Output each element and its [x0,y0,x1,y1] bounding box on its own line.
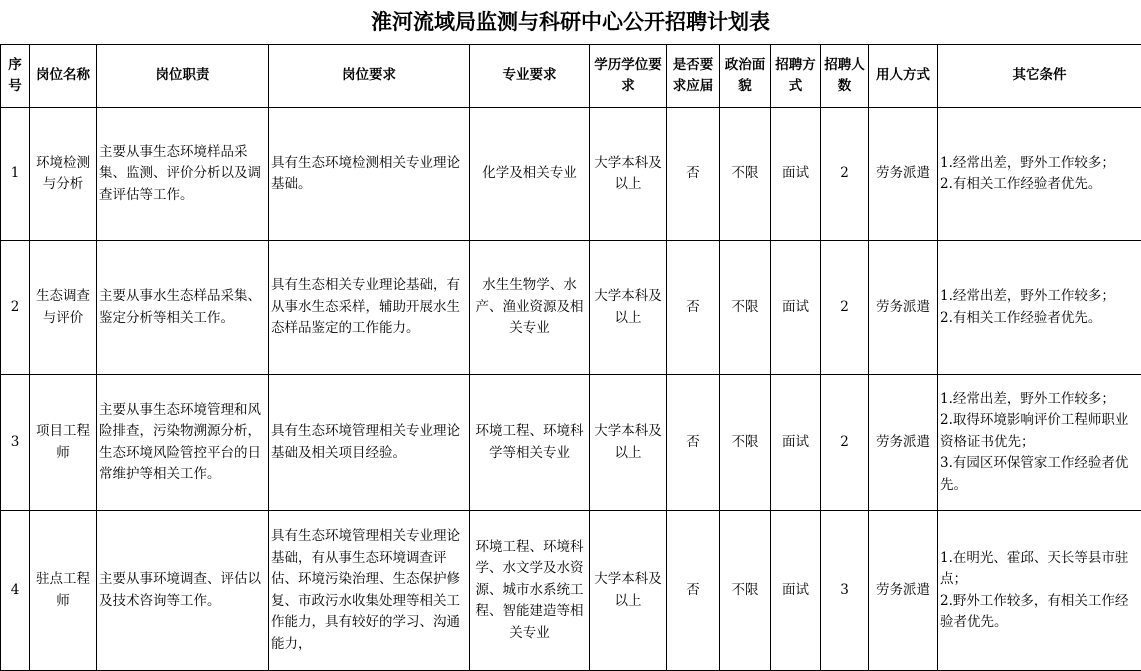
cell-employment-type: 劳务派遣 [869,375,938,511]
condition-item: 2.有相关工作经验者优先。 [940,308,1139,330]
cell-other-conditions [938,375,1141,511]
header-requirement: 岗位要求 [269,45,470,108]
header-education: 学历学位要求 [590,45,667,108]
cell-political-status: 不限 [720,108,771,241]
cell-position-name: 环境检测与分析 [30,108,97,241]
header-employment-type: 用人方式 [869,45,938,108]
cell-employment-type: 劳务派遣 [869,108,938,241]
cell-fresh-graduate: 否 [667,375,720,511]
condition-item: 1.经常出差，野外工作较多； [940,153,1139,175]
cell-requirement: 具有生态环境管理相关专业理论基础及相关项目经验。 [269,375,470,511]
header-political-status: 政治面貌 [720,45,771,108]
table-row [1,511,1141,671]
recruitment-table [0,44,1141,671]
header-position-name: 岗位名称 [30,45,97,108]
cell-requirement: 具有生态环境检测相关专业理论基础。 [269,108,470,241]
cell-recruit-count: 3 [821,511,869,671]
cell-position-name: 生态调查与评价 [30,241,97,375]
cell-education: 大学本科及以上 [590,108,667,241]
cell-other-conditions [938,511,1141,671]
cell-recruit-method: 面试 [771,511,821,671]
condition-item: 2.取得环境影响评价工程师职业资格证书优先； [940,410,1139,453]
condition-item: 3.有园区环保管家工作经验者优先。 [940,453,1139,496]
cell-fresh-graduate: 否 [667,108,720,241]
cell-duty: 主要从事水生态样品采集、鉴定分析等相关工作。 [97,241,269,375]
cell-political-status: 不限 [720,241,771,375]
condition-item: 1.在明光、霍邱、天长等县市驻点； [940,548,1139,591]
cell-no: 3 [1,375,30,511]
cell-recruit-count: 2 [821,375,869,511]
header-other-conditions: 其它条件 [938,45,1141,108]
cell-duty: 主要从事生态环境管理和风险排查，污染物溯源分析，生态环境风险管控平台的日常维护等相关工作。 [97,375,269,511]
cell-recruit-method: 面试 [771,375,821,511]
header-fresh-graduate: 是否要求应届 [667,45,720,108]
cell-position-name: 驻点工程师 [30,511,97,671]
header-no: 序号 [1,45,30,108]
cell-no: 1 [1,108,30,241]
cell-duty: 主要从事环境调查、评估以及技术咨询等工作。 [97,511,269,671]
cell-major: 环境工程、环境科学等相关专业 [470,375,590,511]
cell-education: 大学本科及以上 [590,511,667,671]
table-row [1,108,1141,241]
cell-requirement: 具有生态相关专业理论基础，有从事水生态采样，辅助开展水生态样品鉴定的工作能力。 [269,241,470,375]
table-row [1,375,1141,511]
cell-political-status: 不限 [720,375,771,511]
cell-other-conditions [938,108,1141,241]
cell-major: 水生生物学、水产、渔业资源及相关专业 [470,241,590,375]
cell-education: 大学本科及以上 [590,375,667,511]
cell-major: 环境工程、环境科学、水文学及水资源、城市水系统工程、智能建造等相关专业 [470,511,590,671]
cell-education: 大学本科及以上 [590,241,667,375]
cell-requirement: 具有生态环境管理相关专业理论基础，有从事生态环境调查评估、环境污染治理、生态保护修复、市政污水收集处理等相关工作能力，具有较好的学习、沟通能力， [269,511,470,671]
header-row [1,45,1141,108]
cell-recruit-count: 2 [821,241,869,375]
cell-recruit-count: 2 [821,108,869,241]
cell-other-conditions [938,241,1141,375]
condition-item: 2.有相关工作经验者优先。 [940,174,1139,196]
cell-employment-type: 劳务派遣 [869,511,938,671]
cell-employment-type: 劳务派遣 [869,241,938,375]
cell-no: 4 [1,511,30,671]
cell-fresh-graduate: 否 [667,511,720,671]
cell-major: 化学及相关专业 [470,108,590,241]
condition-item: 2.野外工作较多，有相关工作经验者优先。 [940,591,1139,634]
header-recruit-method: 招聘方式 [771,45,821,108]
table-row [1,241,1141,375]
page-title: 淮河流域局监测与科研中心公开招聘计划表 [0,0,1141,44]
header-major: 专业要求 [470,45,590,108]
condition-item: 1.经常出差，野外工作较多； [940,286,1139,308]
cell-position-name: 项目工程师 [30,375,97,511]
cell-duty: 主要从事生态环境样品采集、监测、评价分析以及调查评估等工作。 [97,108,269,241]
condition-item: 1.经常出差，野外工作较多； [940,389,1139,411]
cell-no: 2 [1,241,30,375]
cell-political-status: 不限 [720,511,771,671]
cell-recruit-method: 面试 [771,241,821,375]
cell-recruit-method: 面试 [771,108,821,241]
header-recruit-count: 招聘人数 [821,45,869,108]
cell-fresh-graduate: 否 [667,241,720,375]
header-duty: 岗位职责 [97,45,269,108]
